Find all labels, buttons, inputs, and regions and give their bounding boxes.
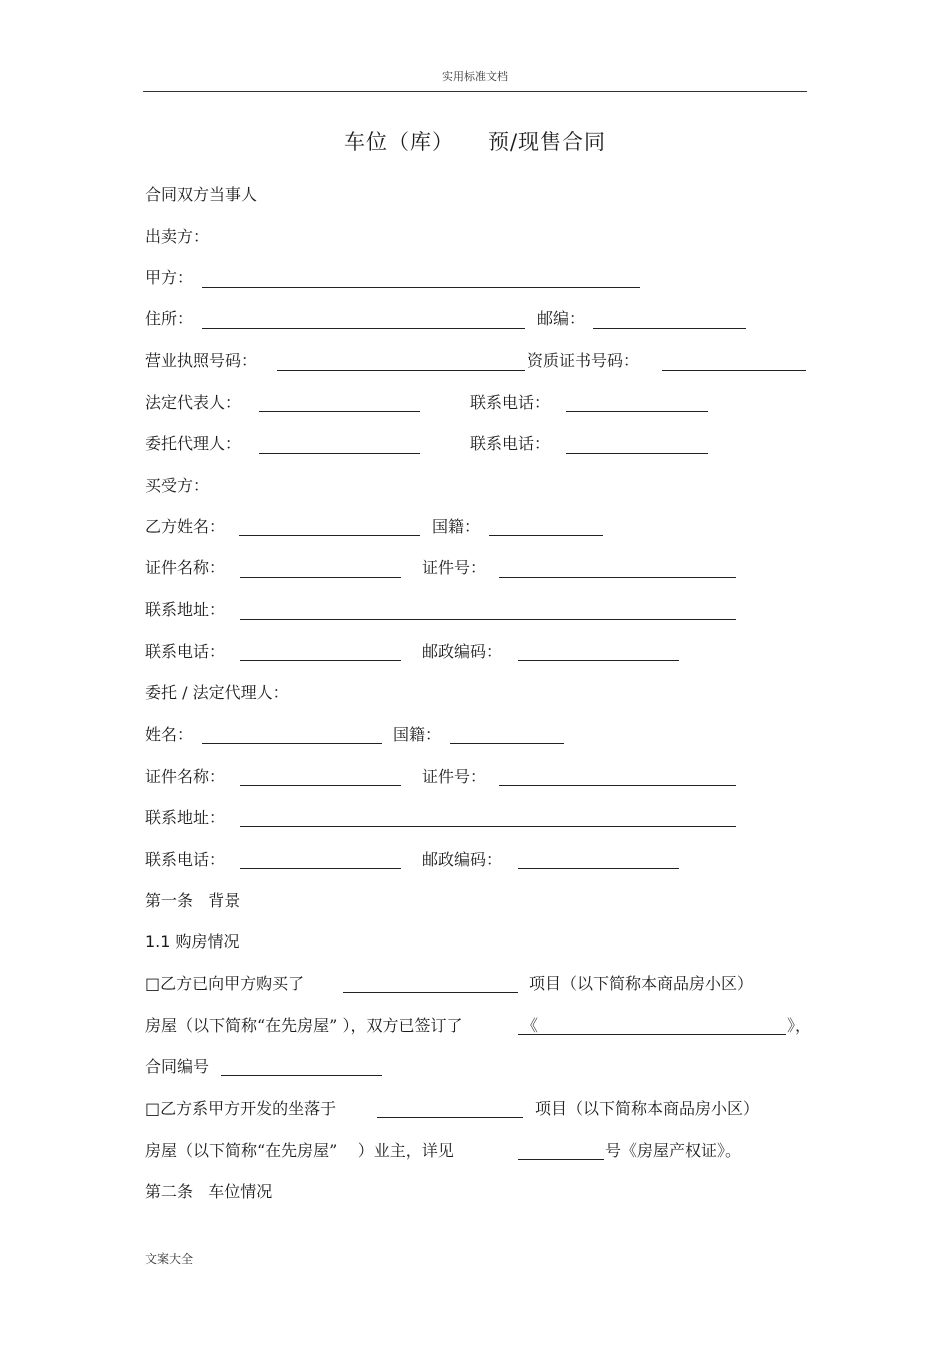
license-label: 营业执照号码：: [145, 351, 258, 370]
agent-postal-field[interactable]: [518, 868, 679, 869]
buyer-phone-field[interactable]: [240, 660, 401, 661]
agent-phone-label: 联系电话：: [145, 850, 226, 869]
seller-agent-phone-field[interactable]: [566, 453, 708, 454]
qualification-label: 资质证书号码：: [527, 351, 640, 370]
option2-project-label: 项目（以下简称本商品房小区）: [535, 1099, 760, 1118]
option1-house-text: 房屋（以下简称“在先房屋” ），双方已签订了: [145, 1016, 463, 1035]
buyer-address-field[interactable]: [240, 619, 736, 620]
buyer-id-type-label: 证件名称：: [145, 558, 226, 577]
contract-number-label: 合同编号: [145, 1057, 210, 1076]
legal-rep-phone-field[interactable]: [566, 411, 708, 412]
option2-checkbox-text[interactable]: □乙方系甲方开发的坐落于: [145, 1099, 337, 1118]
qualification-field[interactable]: [662, 370, 806, 371]
contract-number-field[interactable]: [221, 1075, 382, 1076]
header-rule: [143, 91, 807, 92]
property-cert-label: 号《房屋产权证》。: [605, 1141, 742, 1160]
buyer-postal-field[interactable]: [518, 660, 679, 661]
agent-phone-field[interactable]: [240, 868, 401, 869]
agent-heading: 委托 / 法定代理人：: [145, 683, 289, 702]
article1-heading: 第一条 背景: [145, 891, 241, 910]
article2-heading: 第二条 车位情况: [145, 1182, 273, 1201]
buyer-id-no-field[interactable]: [499, 577, 736, 578]
seller-postcode-label: 邮编：: [537, 309, 586, 328]
section-1-1-number: 1.1: [145, 932, 171, 951]
party-a-field[interactable]: [202, 287, 640, 288]
agent-nationality-label: 国籍：: [393, 725, 442, 744]
option1-project-field[interactable]: [343, 992, 518, 993]
agent-nationality-field[interactable]: [450, 743, 564, 744]
agent-id-type-label: 证件名称：: [145, 767, 226, 786]
contract-title: [0, 126, 950, 156]
section-1-1: [145, 932, 240, 952]
agent-id-type-field[interactable]: [240, 785, 401, 786]
buyer-id-type-field[interactable]: [240, 577, 401, 578]
seller-heading: 出卖方：: [145, 227, 210, 246]
title-left: 车位（库）: [343, 130, 454, 154]
party-b-name-field[interactable]: [239, 535, 420, 536]
option1-bracket-open: 《: [522, 1016, 539, 1035]
page-footer: 文案大全: [145, 1252, 194, 1266]
legal-rep-phone-label: 联系电话：: [470, 393, 551, 412]
seller-agent-field[interactable]: [259, 453, 420, 454]
buyer-id-no-label: 证件号：: [422, 558, 487, 577]
buyer-postal-label: 邮政编码：: [422, 642, 503, 661]
buyer-nationality-label: 国籍：: [432, 517, 481, 536]
option1-bracket-close: 》，: [787, 1016, 812, 1035]
legal-rep-field[interactable]: [259, 411, 420, 412]
option1-project-label: 项目（以下简称本商品房小区）: [529, 974, 754, 993]
title-right: 预/现售合同: [487, 130, 607, 154]
seller-agent-phone-label: 联系电话：: [470, 434, 551, 453]
option1-checkbox-text[interactable]: □乙方已向甲方购买了: [145, 974, 305, 993]
agent-address-field[interactable]: [240, 826, 736, 827]
party-b-name-label: 乙方姓名：: [145, 517, 226, 536]
seller-postcode-field[interactable]: [593, 328, 746, 329]
buyer-address-label: 联系地址：: [145, 600, 226, 619]
license-field[interactable]: [277, 370, 525, 371]
option2-location-field[interactable]: [377, 1117, 523, 1118]
legal-rep-label: 法定代表人：: [145, 393, 242, 412]
agent-postal-label: 邮政编码：: [422, 850, 503, 869]
section-1-1-title: 购房情况: [175, 932, 240, 951]
buyer-heading: 买受方：: [145, 476, 210, 495]
buyer-nationality-field[interactable]: [489, 535, 603, 536]
property-cert-field[interactable]: [518, 1159, 604, 1160]
option2-owner-text: 房屋（以下简称“在先房屋” ）业主，详见: [145, 1141, 454, 1160]
seller-address-field[interactable]: [202, 328, 525, 329]
seller-address-label: 住所：: [145, 309, 194, 328]
party-a-label: 甲方：: [145, 268, 194, 287]
agent-id-no-label: 证件号：: [422, 767, 487, 786]
agent-id-no-field[interactable]: [499, 785, 736, 786]
agent-address-label: 联系地址：: [145, 808, 226, 827]
buyer-phone-label: 联系电话：: [145, 642, 226, 661]
page-header: 实用标准文档: [442, 70, 508, 83]
seller-agent-label: 委托代理人：: [145, 434, 242, 453]
agent-name-field[interactable]: [202, 743, 382, 744]
option1-contract-field[interactable]: [518, 1034, 786, 1035]
parties-heading: 合同双方当事人: [145, 185, 258, 204]
agent-name-label: 姓名：: [145, 725, 194, 744]
